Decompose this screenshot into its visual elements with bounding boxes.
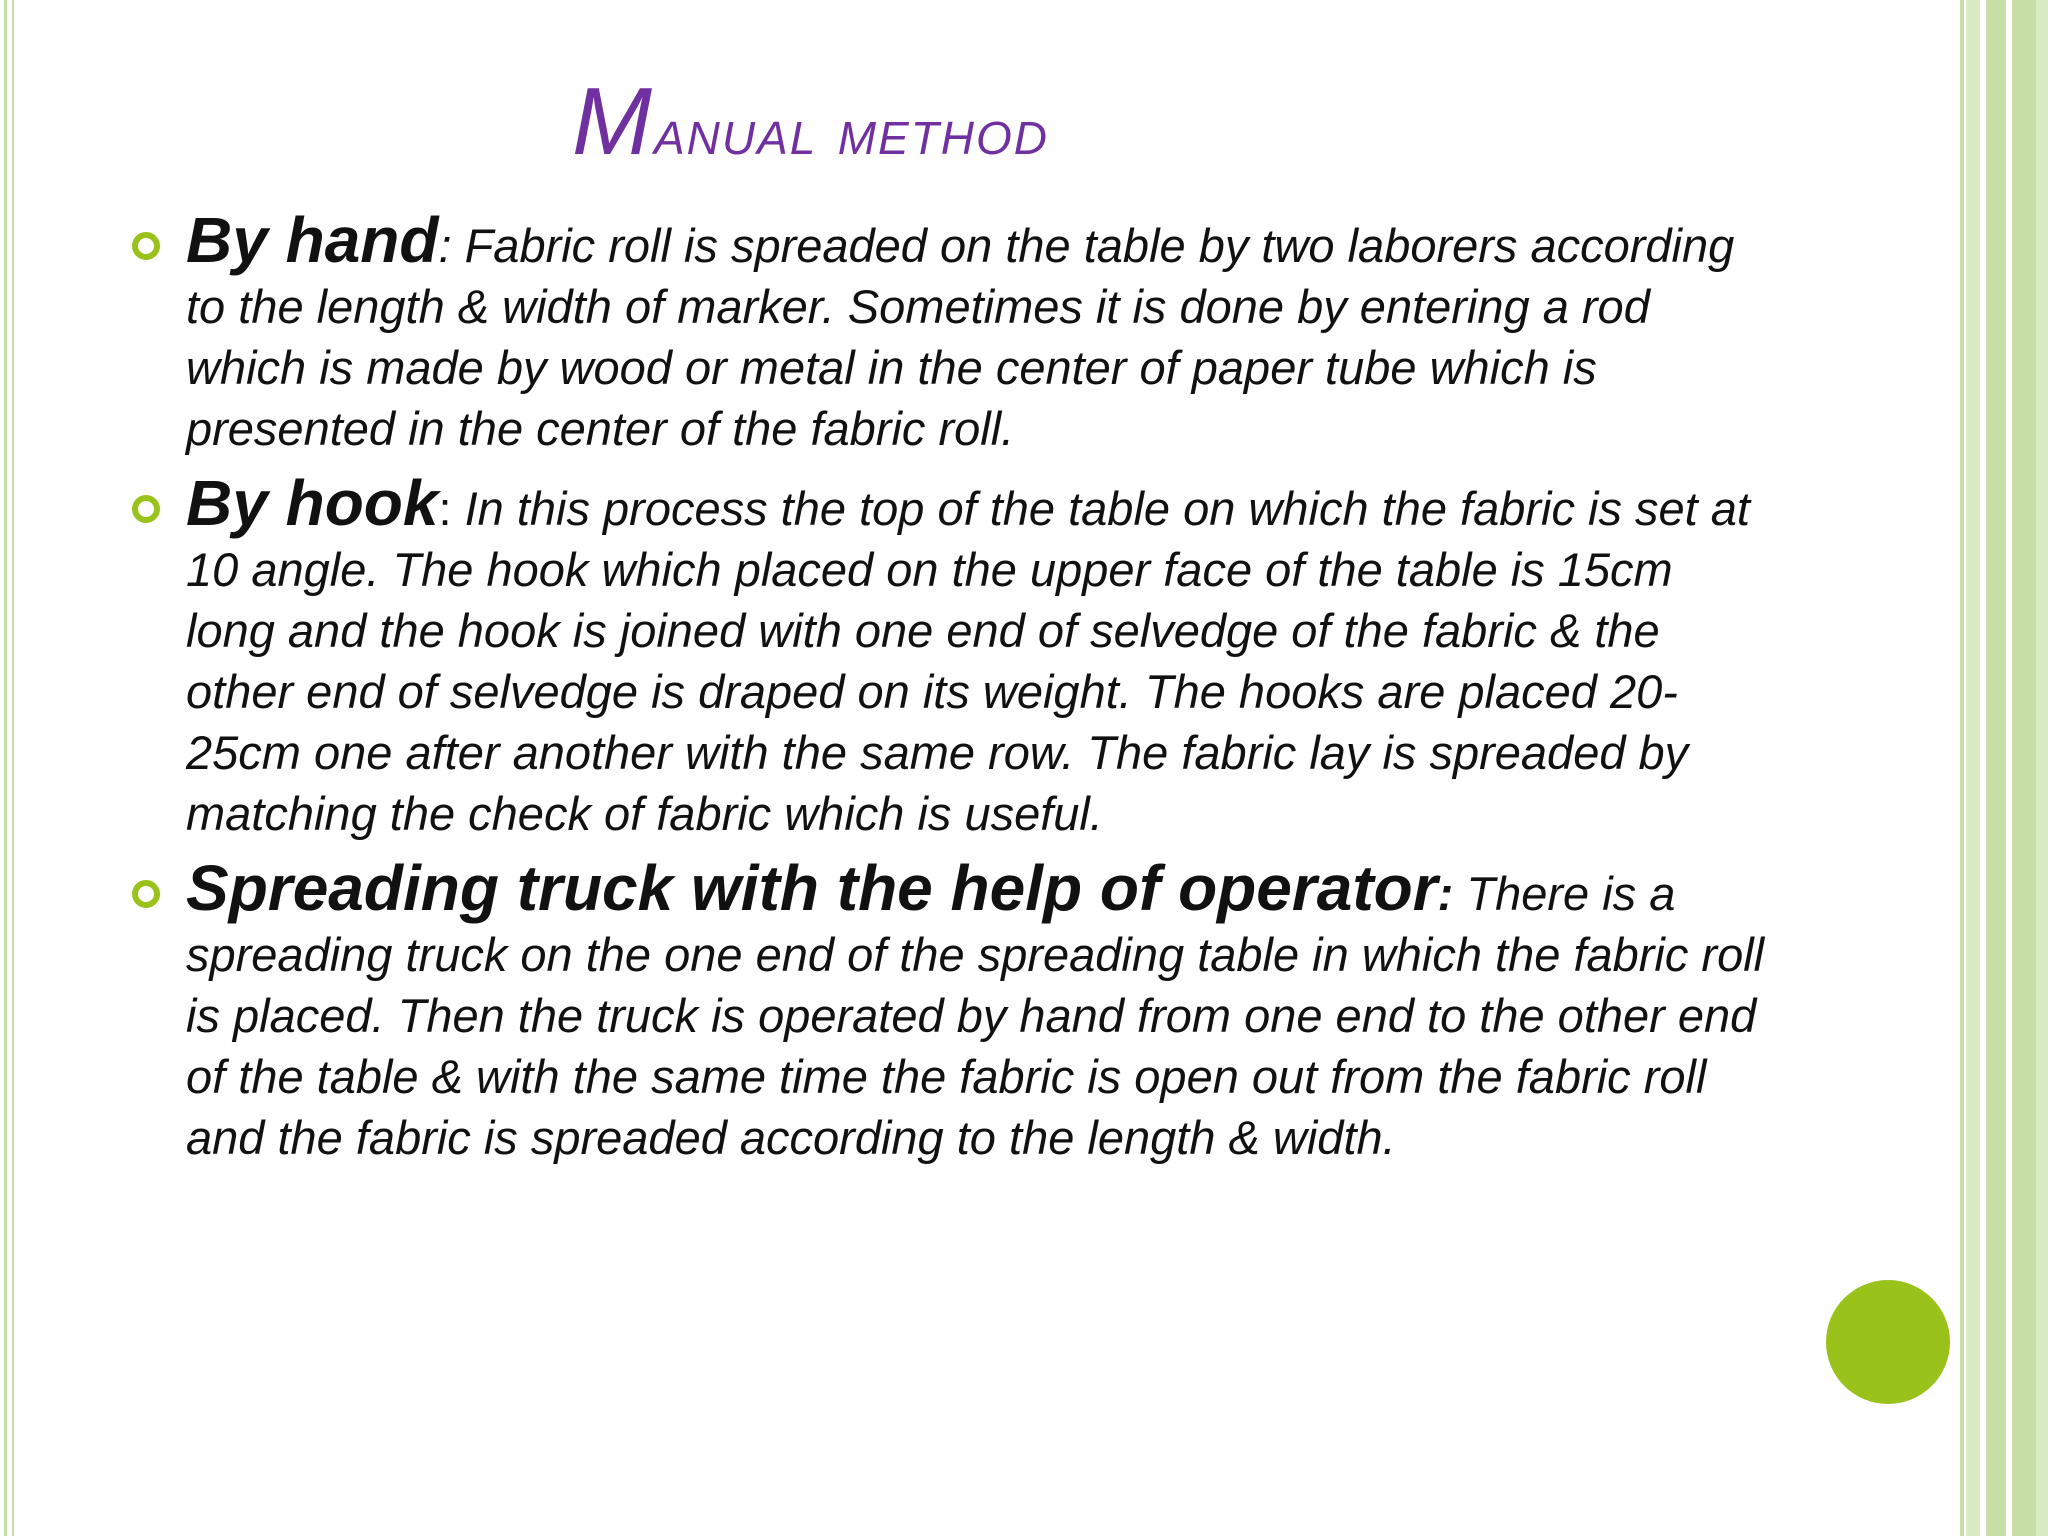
bullet-text: There is a spreading truck on the one end of the spreading table in which the fabric roll is placed. Then the truck is operated by hand from one end to the other end of the table & with the same time the fabric is open out from the fabric roll and the fabric is spreaded according to the length & width. [186, 867, 1765, 1164]
slide-title-initial: M [572, 68, 654, 175]
slide-title [572, 64, 1049, 179]
bullet-text: In this process the top of the table on which the fabric is set at 10 angle. The hook which placed on the upper face of the table is 15cm long and the hook is joined with one end of selvedge of the fabric & the other end of selvedge is draped on its weight. The hooks are placed 20-25cm one after another with the same row. The fabric lay is spreaded by matching the check of fabric which is useful. [186, 482, 1750, 840]
bullet-separator: : [1437, 867, 1454, 920]
bullet-item-spreading-truck [130, 852, 1770, 1168]
right-decor-stripe [1960, 0, 1964, 1536]
right-decor-stripe [2012, 0, 2036, 1536]
bullet-ring-icon [132, 495, 160, 523]
bullet-item-by-hook [130, 467, 1770, 844]
left-border-line [12, 0, 14, 1536]
decorative-circle [1826, 1280, 1950, 1404]
bullet-separator: : [438, 219, 452, 272]
bullet-term: By hook [186, 467, 439, 539]
bullet-separator: : [438, 482, 452, 535]
bullet-text: Fabric roll is spreaded on the table by two laborers according to the length & width of marker. Sometimes it is done by entering a rod which is made by wood or metal in the center of paper tube which is presented in the center of the fabric roll. [186, 219, 1735, 455]
bullet-ring-icon [132, 880, 160, 908]
bullet-term: By hand [186, 204, 439, 276]
right-decor-stripe [1966, 0, 1980, 1536]
right-decor-stripe [2036, 0, 2048, 1536]
bullet-term: Spreading truck with the help of operator [186, 852, 1438, 924]
bullet-ring-icon [132, 232, 160, 260]
slide-title-rest: anual method [653, 94, 1050, 168]
left-border-line [4, 0, 7, 1536]
right-decor-stripe [1986, 0, 2006, 1536]
bullet-item-by-hand [130, 204, 1770, 459]
bullet-list [130, 204, 1770, 1182]
